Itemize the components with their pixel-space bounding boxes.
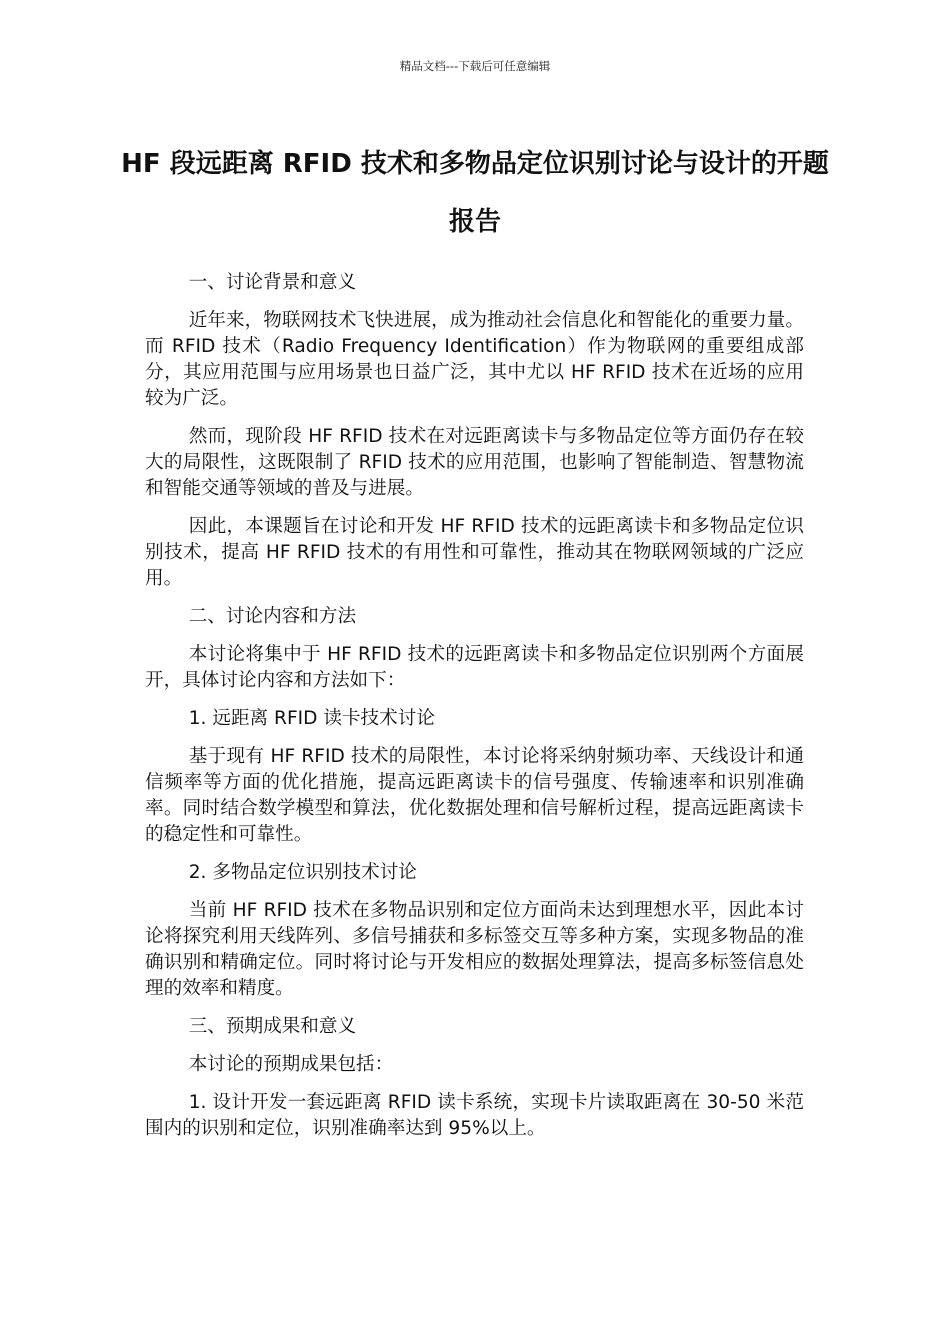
- section-heading-background: 一、讨论背景和意义: [188, 272, 357, 293]
- paragraph: 近年来，物联网技术飞快进展，成为推动社会信息化和智能化的重要力量。而 RFID 技术（Radio Frequency Identification）作为物联网的重要组成部分，其应用范围与应用场景也日益广泛，其中尤以 HF RFID 技术在近场的应用较为广泛。: [145, 310, 804, 409]
- section-heading-expected-results: 三、预期成果和意义: [188, 1016, 357, 1037]
- section-heading-content-method: 二、讨论内容和方法: [188, 606, 357, 627]
- paragraph: 然而，现阶段 HF RFID 技术在对远距离读卡与多物品定位等方面仍存在较大的局限性，这既限制了 RFID 技术的应用范围，也影响了智能制造、智慧物流和智能交通等领域的普及与进展。: [145, 426, 804, 499]
- list-item: 1. 设计开发一套远距离 RFID 读卡系统，实现卡片读取距离在 30-50 米范围内的识别和定位，识别准确率达到 95%以上。: [145, 1092, 804, 1139]
- paragraph: 因此，本课题旨在讨论和开发 HF RFID 技术的远距离读卡和多物品定位识别技术，提高 HF RFID 技术的有用性和可靠性，推动其在物联网领域的广泛应用。: [145, 516, 804, 589]
- subsection-heading-multi-object: 2. 多物品定位识别技术讨论: [188, 862, 417, 883]
- paragraph: 当前 HF RFID 技术在多物品识别和定位方面尚未达到理想水平，因此本讨论将探究利用天线阵列、多信号捕获和多标签交互等多种方案，实现多物品的准确识别和精确定位。同时将讨论与开发相应的数据处理算法，提高多标签信息处理的效率和精度。: [145, 900, 804, 999]
- paragraph: 本讨论将集中于 HF RFID 技术的远距离读卡和多物品定位识别两个方面展开，具体讨论内容和方法如下：: [145, 644, 804, 691]
- paragraph: 基于现有 HF RFID 技术的局限性，本讨论将采纳射频功率、天线设计和通信频率等方面的优化措施，提高远距离读卡的信号强度、传输速率和识别准确率。同时结合数学模型和算法，优化数据处理和信号解析过程，提高远距离读卡的稳定性和可靠性。: [145, 746, 804, 845]
- document-body: [145, 270, 804, 1154]
- paragraph: 本讨论的预期成果包括：: [188, 1054, 394, 1075]
- document-title: HF 段远距离 RFID 技术和多物品定位识别讨论与设计的开题报告: [121, 149, 829, 237]
- header-note: 精品文档---下载后可任意编辑: [399, 59, 551, 73]
- subsection-heading-long-range: 1. 远距离 RFID 读卡技术讨论: [188, 708, 435, 729]
